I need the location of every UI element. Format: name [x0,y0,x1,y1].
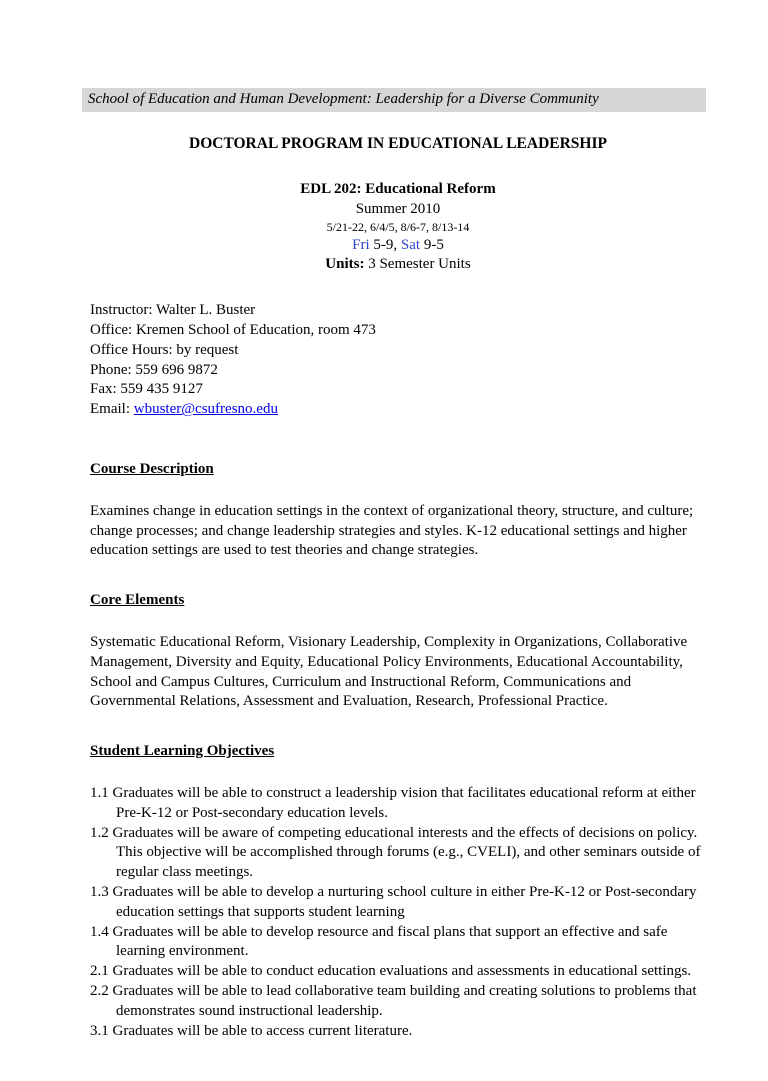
objective-item-1-1: 1.1 Graduates will be able to construct a leadership vision that facilitates educational reform at either Pre-K-12 or Post-secondary education levels. [90,785,696,821]
units-value: 3 Semester Units [364,256,471,273]
course-schedule [90,236,706,256]
course-description-heading: Course Description [90,461,214,478]
course-units [90,255,706,275]
units-label: Units: [325,256,365,273]
phone-line: Phone: 559 696 9872 [90,361,218,378]
schedule-fri-time: 5-9, [369,236,401,253]
student-learning-objectives-heading: Student Learning Objectives [90,743,275,760]
objective-item-3-1: 3.1 Graduates will be able to access current literature. [90,1022,413,1039]
schedule-sat-time: 9-5 [420,236,444,253]
objectives-list [90,784,706,1041]
instructor-line: Instructor: Walter L. Buster [90,302,256,319]
course-dates: 5/21-22, 6/4/5, 8/6-7, 8/13-14 [326,219,470,234]
objective-item-1-2: 1.2 Graduates will be aware of competing educational interests and the effects of decisions on policy. This objective will be accomplished through forums (e.g., CVELI), and other seminars outside of regular class meetings. [90,824,701,881]
office-line: Office: Kremen School of Education, room 473 [90,322,376,339]
office-hours-line: Office Hours: by request [90,341,239,358]
course-header [90,180,706,275]
course-name: EDL 202: Educational Reform [300,181,496,198]
course-description-body: Examines change in education settings in the context of organizational theory, structure, and culture; change processes; and change leadership strategies and styles. K-12 educational settings and higher education settings are used to test theories and change strategies. [90,502,694,559]
objective-item-1-3: 1.3 Graduates will be able to develop a nurturing school culture in either Pre-K-12 or Post-secondary education settings that supports student learning [90,884,697,920]
objective-item-2-2: 2.2 Graduates will be able to lead collaborative team building and creating solutions to problems that demonstrates sound instructional leadership. [90,982,697,1019]
objective-item-2-1: 2.1 Graduates will be able to conduct education evaluations and assessments in educational settings. [90,963,692,980]
contact-block [90,301,706,420]
school-banner [82,88,706,112]
email-link[interactable]: wbuster@csufresno.edu [133,401,278,418]
schedule-sat: Sat [400,236,421,253]
email-label: Email: [90,401,134,418]
program-title: DOCTORAL PROGRAM IN EDUCATIONAL LEADERSHIP [189,134,607,152]
school-banner-text: School of Education and Human Development: Leadership for a Diverse Community [88,91,599,107]
core-elements-body: Systematic Educational Reform, Visionary Leadership, Complexity in Organizations, Collaborative Management, Diversity and Equity, Educational Policy Environments, Educational Accountability, School and Campus Cultures, Curriculum and Instructional Reform, Communications and Governmental Relations, Assessment and Evaluation, Research, Professional Practice. [90,634,688,710]
schedule-fri: Fri [352,236,370,253]
email-line [90,400,706,420]
course-term: Summer 2010 [355,201,441,218]
objective-item-1-4: 1.4 Graduates will be able to develop resource and fiscal plans that support an effective and safe learning environment. [90,923,668,960]
fax-line: Fax: 559 435 9127 [90,381,203,398]
core-elements-heading: Core Elements [90,592,185,609]
